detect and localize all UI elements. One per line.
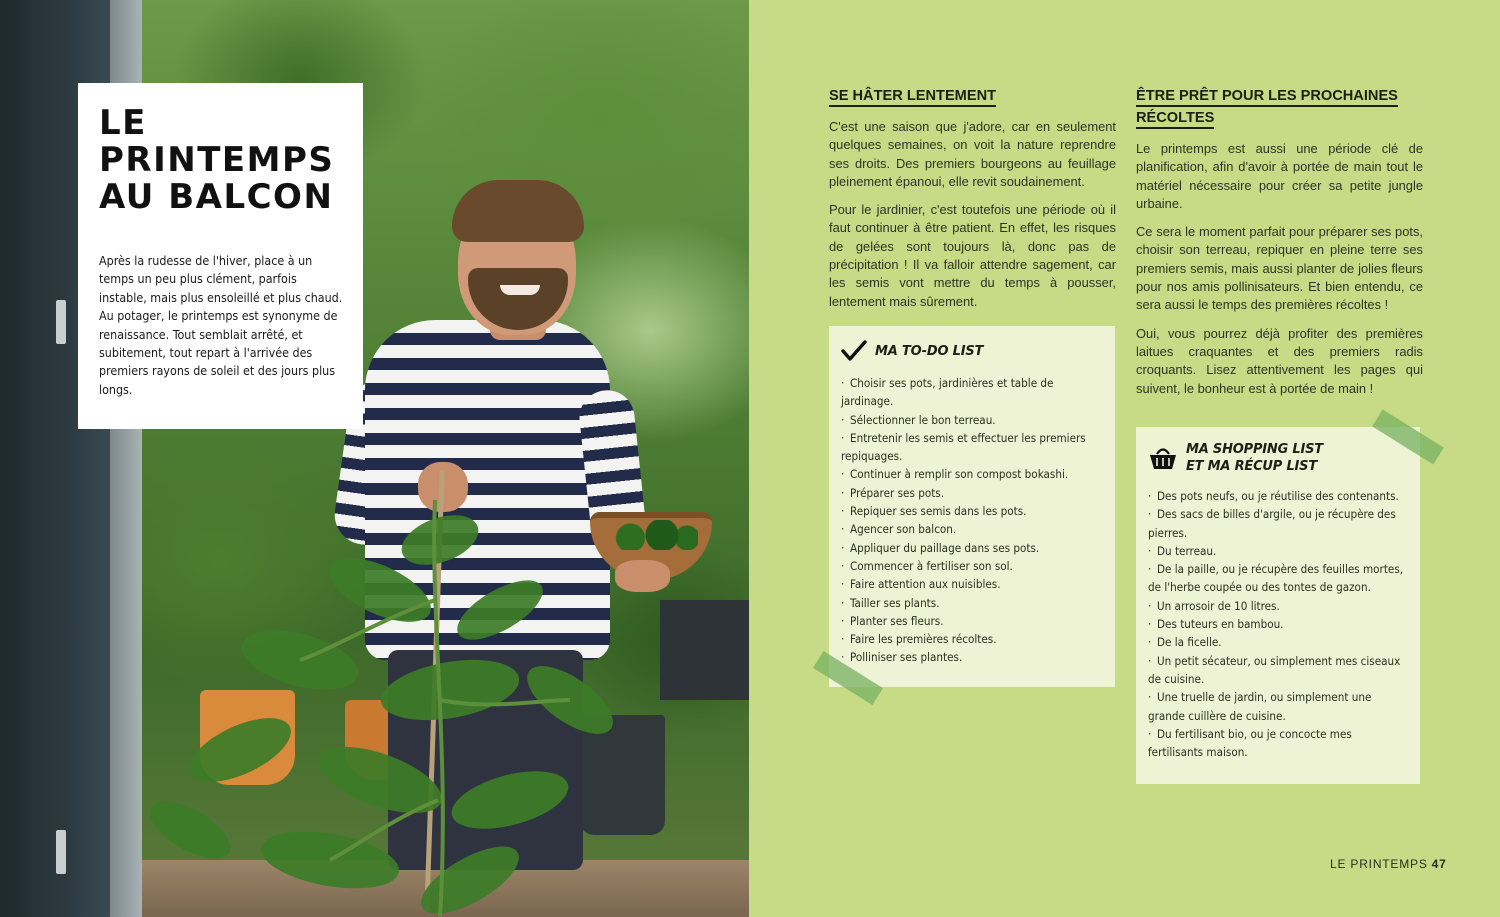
person-hand bbox=[615, 560, 670, 592]
folio-section: LE PRINTEMPS bbox=[1330, 857, 1428, 871]
heading-line: RÉCOLTES bbox=[1136, 110, 1214, 129]
list-item: · Faire attention aux nuisibles. bbox=[841, 577, 1001, 592]
list-item: · Des tuteurs en bambou. bbox=[1148, 617, 1284, 632]
basket-icon bbox=[1148, 444, 1178, 472]
list-item: · Sélectionner le bon terreau. bbox=[841, 412, 996, 427]
list-item: · Un arrosoir de 10 litres. bbox=[1148, 598, 1280, 613]
paragraph: Le printemps est aussi une période clé de planification, afin d'avoir à portée de main tout le matériel nécessaire pour créer sa petite jungle urbaine. bbox=[1136, 141, 1423, 211]
paragraph: Oui, vous pourrez déjà profiter des premières laitues craquantes et des premiers radis croquants. Lisez attentivement les pages qui suivent, le bonheur est à portée de main ! bbox=[1136, 325, 1423, 396]
paragraph: Ce sera le moment parfait pour préparer ses pots, choisir son terreau, repiquer en pleine terre ses premiers semis, mais aussi planter de jolies fleurs pour nos amis pollinisateurs. Et bien entendu, ce sera aussi le temps des premières récoltes ! bbox=[1136, 224, 1423, 313]
list-item: · Du fertilisant bio, ou je concocte mes fertilisants maison. bbox=[1148, 726, 1352, 760]
terracotta-pot bbox=[200, 690, 295, 785]
todo-list bbox=[841, 374, 1103, 667]
list-item: · Appliquer du paillage dans ses pots. bbox=[841, 540, 1040, 555]
balcony-photo bbox=[0, 0, 749, 917]
striped-shirt bbox=[365, 320, 610, 660]
intro-paragraph: Après la rudesse de l'hiver, place à un temps un peu plus clément, parfois instable, mais plus ensoleillé et plus chaud. Au potager, le printemps est synonyme de renaissance. Tout semblait arrêté, et subitement, tout repart à l'arrivée des premiers rayons de soleil et des jours plus longs. bbox=[99, 253, 343, 397]
list-item: · De la paille, ou je récupère des feuilles mortes, de l'herbe coupée ou des tontes de gazon. bbox=[1148, 562, 1404, 595]
shopping-title bbox=[1186, 441, 1323, 475]
person-hair bbox=[452, 180, 584, 242]
title-line: MA SHOPPING LIST bbox=[1186, 442, 1323, 457]
list-item: · Des sacs de billes d'argile, ou je récupère des pierres. bbox=[1148, 507, 1396, 540]
list-item: · De la ficelle. bbox=[1148, 635, 1222, 650]
list-item: · Des pots neufs, ou je réutilise des contenants. bbox=[1148, 489, 1399, 503]
todo-title: MA TO-DO LIST bbox=[875, 343, 984, 359]
person-smile bbox=[500, 285, 540, 295]
heading-line: ÊTRE PRÊT POUR LES PROCHAINES bbox=[1136, 88, 1398, 107]
section-heading bbox=[829, 86, 1116, 108]
shopping-list bbox=[1148, 487, 1408, 761]
section-heading bbox=[1136, 86, 1423, 130]
list-item: · Une truelle de jardin, ou simplement une grande cuillère de cuisine. bbox=[1148, 690, 1372, 723]
list-item: · Un petit sécateur, ou simplement mes ciseaux de cuisine. bbox=[1148, 653, 1401, 686]
list-item: · Tailler ses plants. bbox=[841, 595, 940, 610]
door-hinge bbox=[56, 300, 66, 344]
column-etre-pret bbox=[1136, 86, 1423, 408]
list-item: · Préparer ses pots. bbox=[841, 485, 945, 500]
list-item: · Commencer à fertiliser son sol. bbox=[841, 558, 1013, 573]
list-item: · Du terreau. bbox=[1148, 543, 1217, 558]
title-line: AU BALCON bbox=[99, 177, 334, 217]
paragraph: C'est une saison que j'adore, car en seulement quelques semaines, on voit la nature reprendre ses droits. Des premiers bourgeons au feuillage pleinement épanoui, elle revit soudainement. bbox=[829, 119, 1116, 189]
list-item: · Continuer à remplir son compost bokashi. bbox=[841, 467, 1069, 482]
checkmark-icon bbox=[841, 340, 867, 362]
list-item: · Repiquer ses semis dans les pots. bbox=[841, 504, 1027, 519]
heading-line: SE HÂTER LENTEMENT bbox=[829, 88, 996, 107]
shopping-list-box bbox=[1136, 427, 1420, 784]
todo-list-box bbox=[829, 326, 1115, 687]
list-item: · Agencer son balcon. bbox=[841, 522, 957, 537]
title-line: LE bbox=[99, 103, 147, 143]
list-item: · Choisir ses pots, jardinières et table de jardinage. bbox=[841, 376, 1054, 409]
title-line: PRINTEMPS bbox=[99, 140, 335, 180]
list-item: · Planter ses fleurs. bbox=[841, 613, 944, 628]
list-item: · Entretenir les semis et effectuer les premiers repiquages. bbox=[841, 430, 1086, 464]
paragraph: Pour le jardinier, c'est toutefois une période où il faut continuer à être patient. En effet, les risques de gelées sont toujours là, donc pas de précipitation ! Il va falloir attendre sagement, car les semis vont mettre du temps à pousser, lentement mais sûrement. bbox=[829, 202, 1116, 309]
page-number: 47 bbox=[1431, 857, 1447, 871]
dark-pot bbox=[580, 715, 665, 835]
page-folio bbox=[1330, 857, 1447, 871]
page-title bbox=[99, 105, 343, 216]
column-se-hater bbox=[829, 86, 1116, 321]
list-item: · Faire les premières récoltes. bbox=[841, 632, 997, 647]
todo-header bbox=[841, 340, 1103, 362]
title-card bbox=[78, 83, 363, 429]
green-peppers bbox=[608, 520, 698, 550]
title-line: ET MA RÉCUP LIST bbox=[1186, 459, 1317, 474]
list-item: · Polliniser ses plantes. bbox=[841, 650, 963, 665]
person-shorts bbox=[388, 650, 583, 870]
door-hinge bbox=[56, 830, 66, 874]
dark-planter bbox=[660, 600, 749, 700]
shopping-header bbox=[1148, 441, 1408, 475]
